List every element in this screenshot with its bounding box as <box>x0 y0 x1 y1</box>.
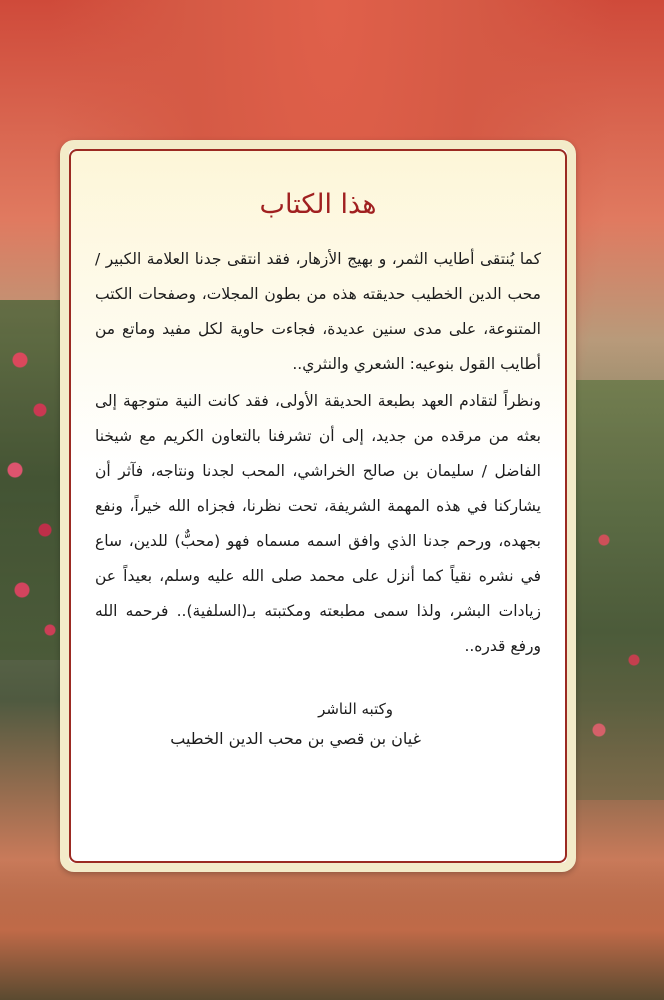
signature-name: غيان بن قصي بن محب الدين الخطيب <box>170 729 421 748</box>
card-content <box>69 149 567 863</box>
intro-paragraph-1: كما يُنتقى أطايب الثمر، و بهيج الأزهار، فقد انتقى جدنا العلامة الكبير / محب الدين الخطيب حديقته هذه من بطون المجلات، وصفحات الكتب المتنوعة، على مدى سنين عديدة، فجاءت حاوية لكل مفيد وماتع من أطايب القول بنوعيه: الشعري والنثري.. <box>95 250 541 373</box>
book-intro-card <box>60 140 576 872</box>
signature-label: وكتبه الناشر <box>318 700 393 718</box>
signature-block <box>95 694 541 754</box>
page-title: هذا الكتاب <box>259 189 377 220</box>
background-flowers-right <box>574 380 664 800</box>
intro-paragraph-2: ونظراً لتقادم العهد بطبعة الحديقة الأولى، فقد كانت النية متوجهة إلى بعثه من مرقده من جديد، إلى أن تشرفنا بالتعاون الكريم مع شيخنا الفاضل / سليمان بن صالح الخراشي، المحب لجدنا ونتاجه، فآثر أن يشاركنا في هذه المهمة الشريفة، تحت نظرنا، فجزاه الله خيراً، ونفع بجهده، ورحم جدنا الذي وافق اسمه مسماه فهو (محبٌّ) للدين، ساع في نشره نقياً كما أنزل على محمد صلى الله عليه وسلم، بعيداً عن زيادات البشر، ولذا سمى مطبعته ومكتبته بـ(السلفية).. فرحمه الله ورفع قدره.. <box>95 392 541 655</box>
background-bottom <box>0 860 664 1000</box>
